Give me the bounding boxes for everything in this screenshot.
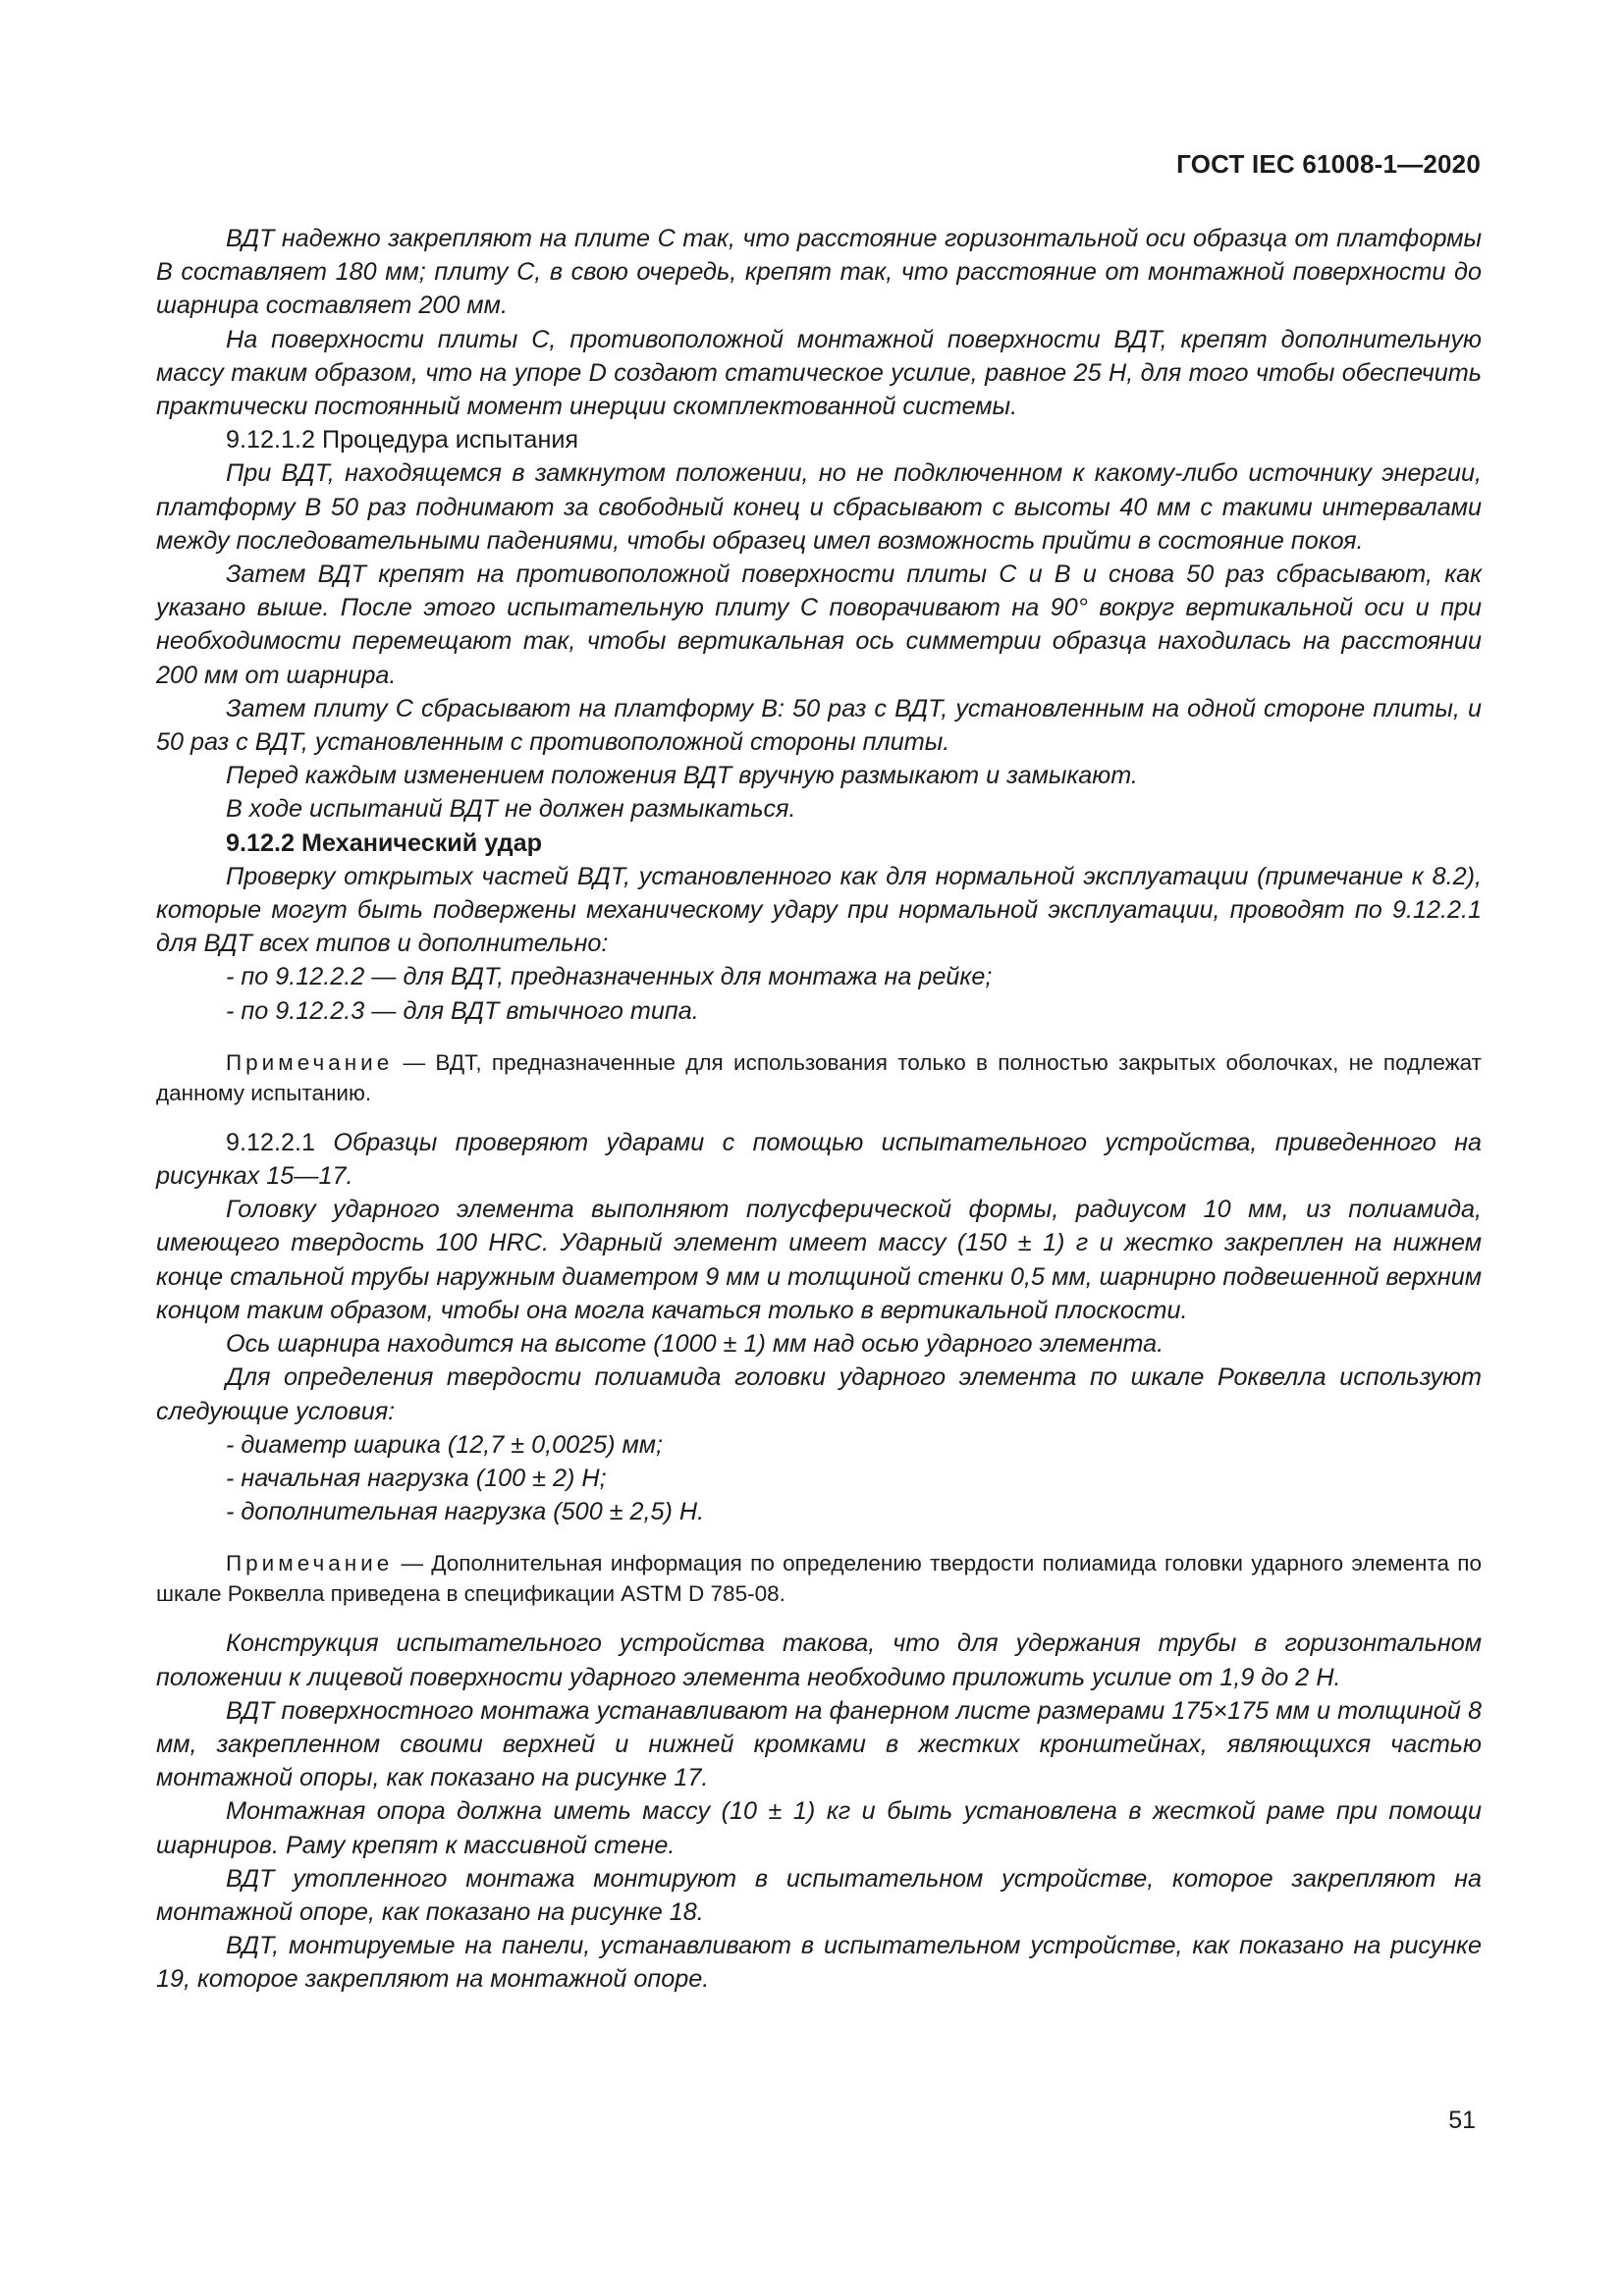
paragraph: Конструкция испытательного устройства такова, что для удержания трубы в горизонтальном положении к лицевой поверхности ударного элемента необходимо приложить усилие от 1,9 до 2 Н. bbox=[156, 1629, 1482, 1691]
document-header: ГОСТ IEC 61008-1—2020 bbox=[1176, 149, 1481, 179]
paragraph: Головку ударного элемента выполняют полусферической формы, радиусом 10 мм, из полиамида, имеющего твердость 100 HRC. Ударный элемент имеет массу (150 ± 1) г и жестко закреплен на нижнем конце стальной трубы наружным диаметром 9 мм и толщиной стенки 0,5 мм, шарнирно подвешенной верхним концом таким образом, чтобы она могла качаться только в вертикальной плоскости. bbox=[156, 1196, 1482, 1324]
paragraph: Перед каждым изменением положения ВДТ вручную размыкают и замыкают. bbox=[226, 762, 1138, 790]
list-item: - по 9.12.2.2 — для ВДТ, предназначенных для монтажа на рейке; bbox=[226, 963, 993, 991]
page-number: 51 bbox=[1448, 2107, 1476, 2134]
clause-number: 9.12.2.1 bbox=[226, 1128, 334, 1156]
note bbox=[156, 1047, 1482, 1108]
note-text: — Дополнительная информация по определению твердости полиамида головки ударного элемента по шкале Роквелла приведена в спецификации ASTM D 785-08. bbox=[156, 1551, 1482, 1607]
paragraph: ВДТ надежно закрепляют на плите С так, что расстояние горизонтальной оси образца от платформы В составляет 180 мм; плиту С, в свою очередь, крепят так, что расстояние от монтажной поверхности до шарнира составляет 200 мм. bbox=[156, 225, 1482, 320]
paragraph: Ось шарнира находится на высоте (1000 ± 1) мм над осью ударного элемента. bbox=[226, 1330, 1164, 1359]
paragraph: Монтажная опора должна иметь массу (10 ± 1) кг и быть установлена в жесткой раме при помощи шарниров. Раму крепят к массивной стене. bbox=[156, 1797, 1482, 1859]
paragraph: Затем ВДТ крепят на противоположной поверхности плиты С и В и снова 50 раз сбрасывают, как указано выше. После этого испытательную плиту С поворачивают на 90° вокруг вертикальной оси и при необходимости перемещают так, чтобы вертикальная ось симметрии образца находилась на расстоянии 200 мм от шарнира. bbox=[156, 561, 1482, 689]
list-item: - начальная нагрузка (100 ± 2) Н; bbox=[226, 1464, 607, 1492]
paragraph: На поверхности плиты С, противоположной монтажной поверхности ВДТ, крепят дополнительную массу таким образом, что на упоре D создают статическое усилие, равное 25 Н, для того чтобы обеспечить практически постоянный момент инерции скомплектованной системы. bbox=[156, 325, 1482, 421]
subsection-heading: 9.12.1.2 Процедура испытания bbox=[226, 426, 579, 454]
paragraph: Затем плиту С сбрасывают на платформу В: 50 раз с ВДТ, установленным на одной стороне плиты, и 50 раз с ВДТ, установленным с противоположной стороны плиты. bbox=[156, 694, 1482, 757]
paragraph: Для определения твердости полиамида головки ударного элемента по шкале Роквелла используют следующие условия: bbox=[156, 1363, 1482, 1425]
list-item: - дополнительная нагрузка (500 ± 2,5) Н. bbox=[226, 1498, 705, 1526]
list-item: - диаметр шарика (12,7 ± 0,0025) мм; bbox=[226, 1430, 664, 1459]
paragraph: При ВДТ, находящемся в замкнутом положении, но не подключенном к какому-либо источнику энергии, платформу В 50 раз поднимают за свободный конец и сбрасывают с высоты 40 мм с такими интервалами между последовательными падениями, чтобы образец имел возможность прийти в состояние покоя. bbox=[156, 459, 1482, 555]
note-label: Примечание bbox=[226, 1049, 394, 1075]
list-item: - по 9.12.2.3 — для ВДТ втычного типа. bbox=[226, 996, 699, 1025]
paragraph: ВДТ, монтируемые на панели, устанавливают в испытательном устройстве, как показано на рисунке 19, которое закрепляют на монтажной опоре. bbox=[156, 1932, 1482, 1994]
note-text: — ВДТ, предназначенные для использования только в полностью закрытых оболочках, не подлежат данному испытанию. bbox=[156, 1049, 1482, 1105]
note bbox=[156, 1548, 1482, 1609]
section-heading: 9.12.2 Механический удар bbox=[226, 828, 543, 857]
paragraph bbox=[156, 1126, 1482, 1193]
paragraph: В ходе испытаний ВДТ не должен размыкаться. bbox=[226, 795, 796, 824]
paragraph: ВДТ утопленного монтажа монтируют в испытательном устройстве, которое закрепляют на монтажной опоре, как показано на рисунке 18. bbox=[156, 1864, 1482, 1926]
paragraph: Проверку открытых частей ВДТ, установленного как для нормальной эксплуатации (примечание к 8.2), которые могут быть подвержены механическому удару при нормальной эксплуатации, проводят по 9.12.2.1 для ВДТ всех типов и дополнительно: bbox=[156, 862, 1482, 958]
clause-text: Образцы проверяют ударами с помощью испытательного устройства, приведенного на рисунках 15—17. bbox=[156, 1128, 1482, 1191]
paragraph: ВДТ поверхностного монтажа устанавливают на фанерном листе размерами 175×175 мм и толщиной 8 мм, закрепленном своими верхней и нижней кромками в жестких кронштейнах, являющихся частью монтажной опоры, как показано на рисунке 17. bbox=[156, 1696, 1482, 1792]
document-body bbox=[156, 222, 1482, 1997]
note-label: Примечание bbox=[226, 1551, 394, 1576]
